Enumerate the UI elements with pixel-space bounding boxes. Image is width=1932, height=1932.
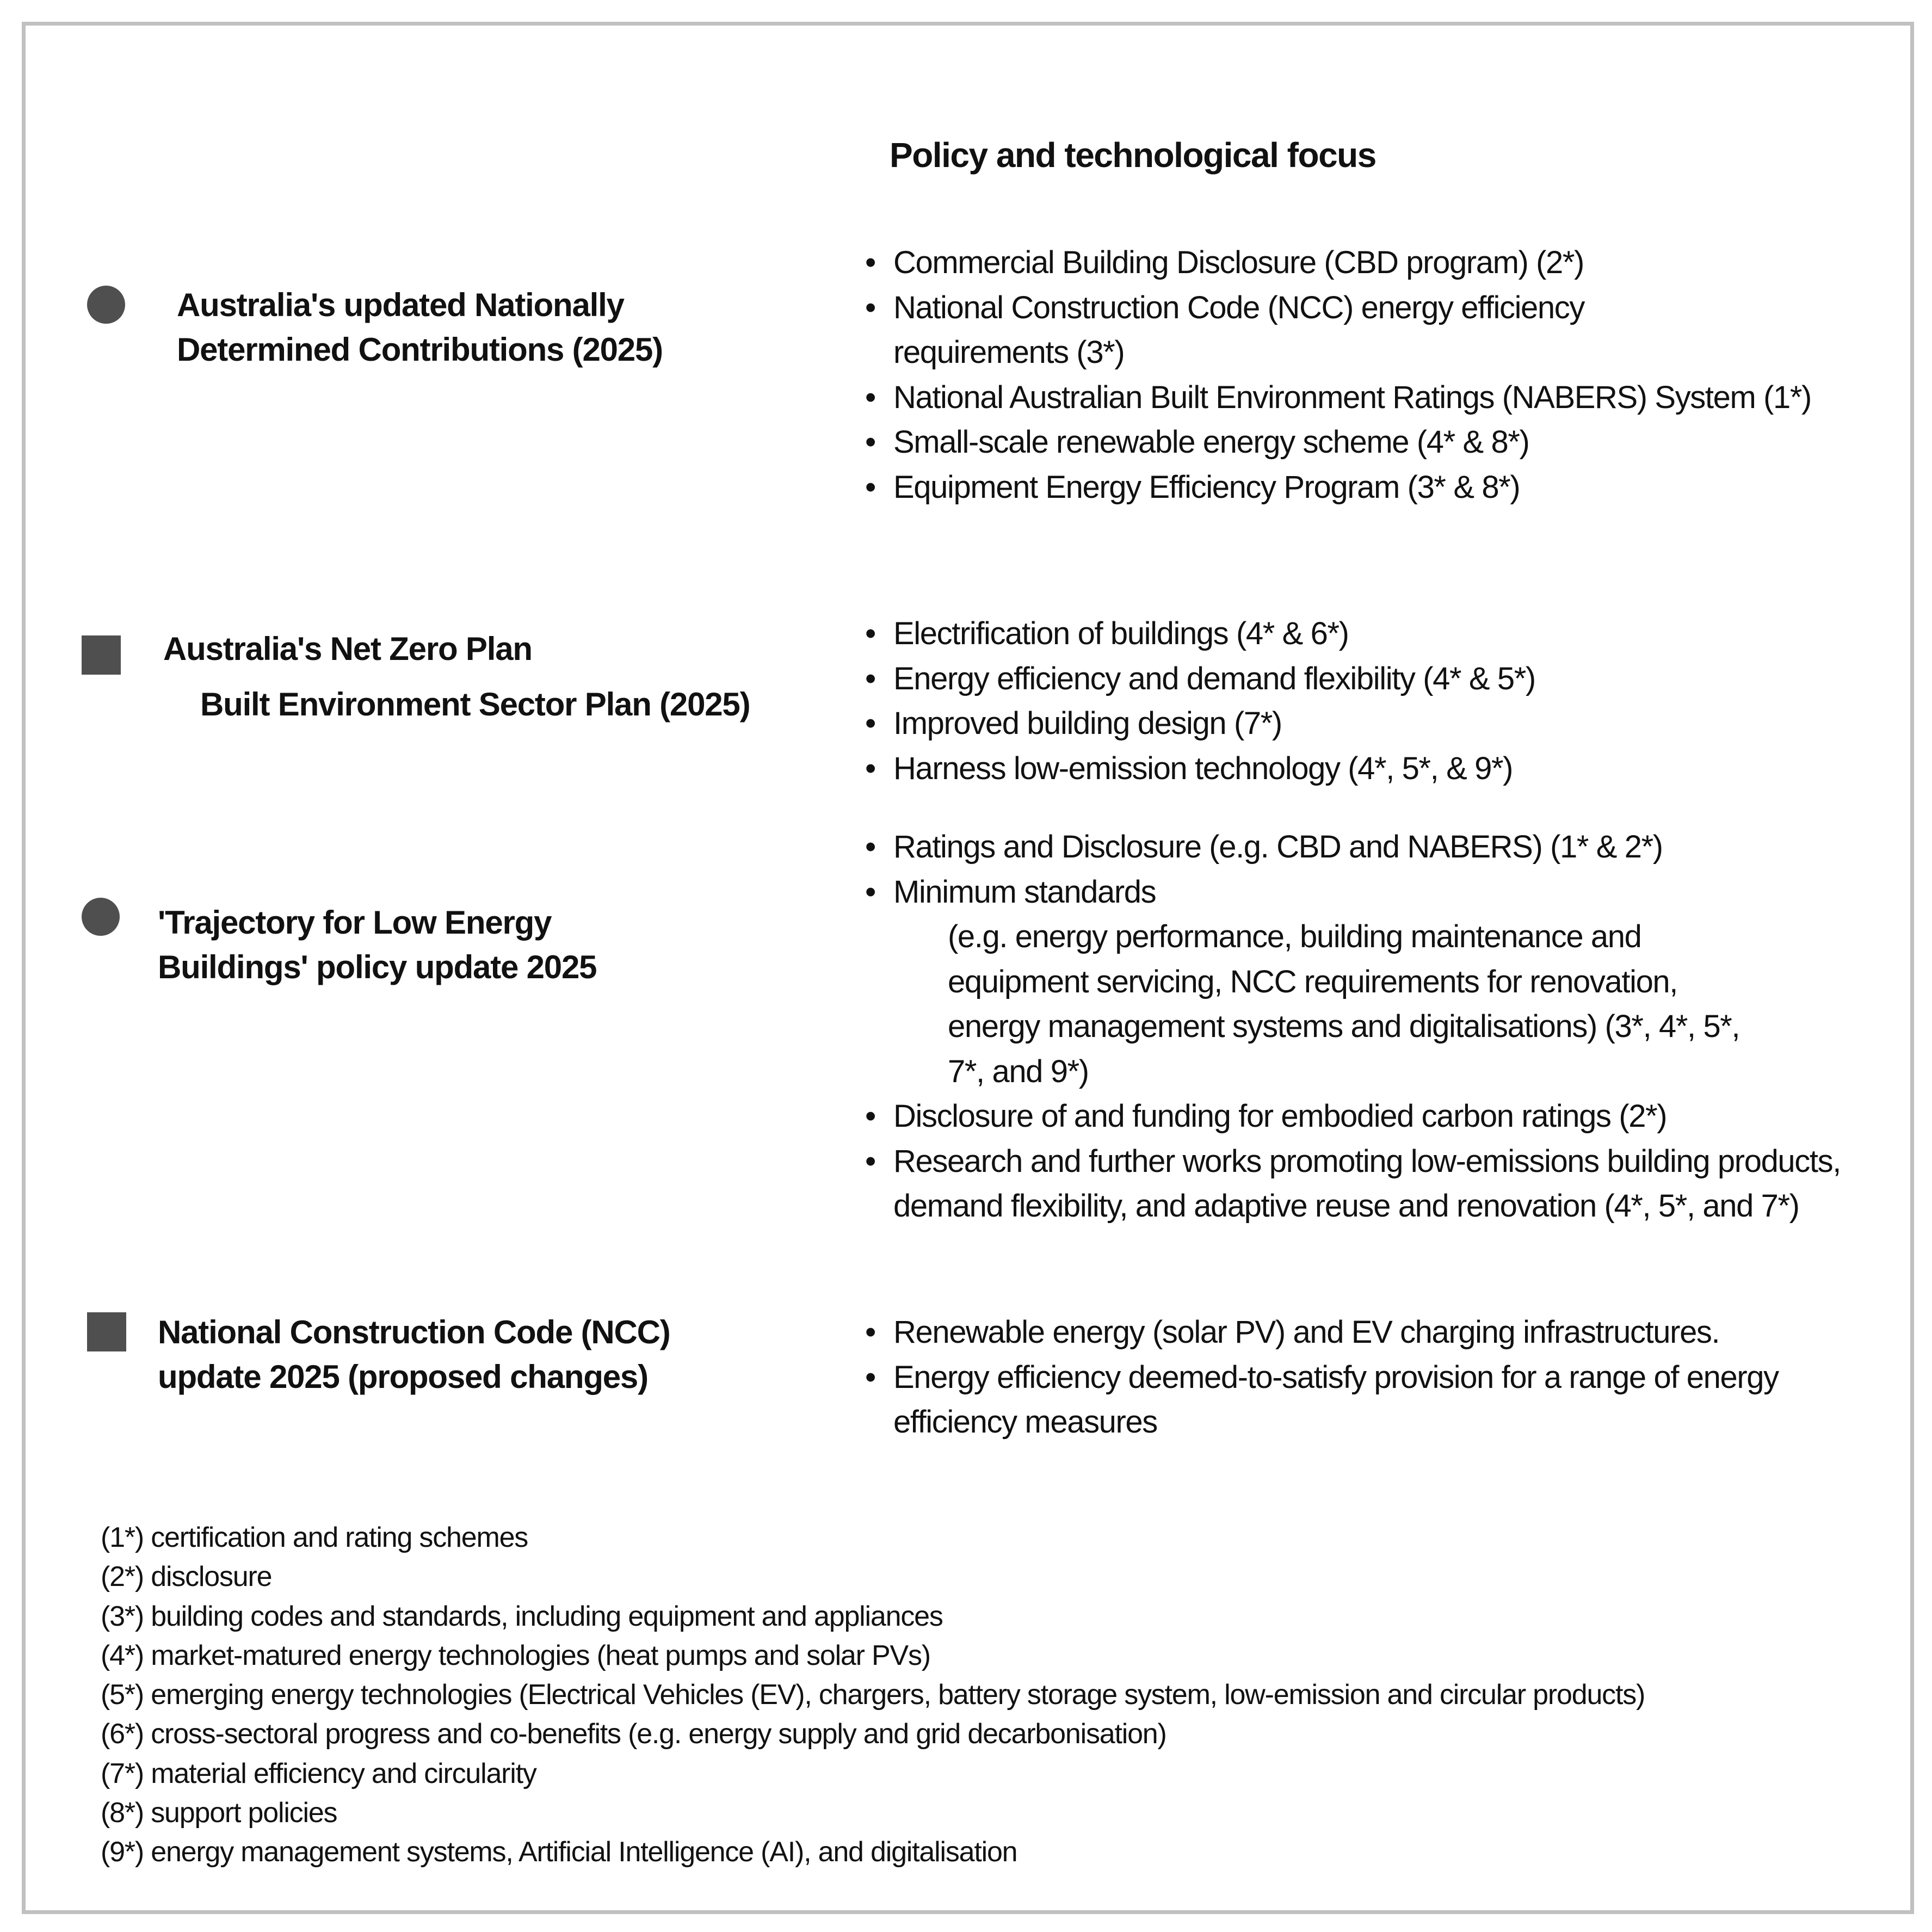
bullet-icon: •	[865, 245, 875, 280]
section-heading-net-zero	[163, 627, 750, 727]
list-item: • Harness low-emission technology (4*, 5*, & 9*)	[861, 746, 1856, 792]
bullet-icon: •	[865, 379, 875, 415]
footnote: (6*) cross-sectoral progress and co-benefits (e.g. energy supply and grid decarbonisation)	[101, 1718, 1166, 1750]
heading-line: National Construction Code (NCC)	[158, 1314, 670, 1350]
bullet-icon: •	[865, 750, 875, 786]
bullet-icon: •	[865, 661, 875, 696]
square-marker-icon	[87, 1312, 126, 1351]
section-items-net-zero	[861, 612, 1856, 791]
page-title: Policy and technological focus	[890, 135, 1376, 175]
list-item: • Renewable energy (solar PV) and EV charging infrastructures.	[861, 1310, 1856, 1355]
footnote: (1*) certification and rating schemes	[101, 1522, 528, 1553]
list-item: • Electrification of buildings (4* & 6*)	[861, 612, 1856, 657]
minimum-standards-detail: (e.g. energy performance, building maintenance and equipment servicing, NCC requirements for renovation, energy management systems and digitalisations) (3*, 4*, 5*, 7*, and 9*)	[948, 919, 1740, 1089]
heading-line: Australia's updated Nationally	[177, 287, 624, 323]
list-item: • Research and further works promoting low-emissions building products, demand flexibility, and adaptive reuse and renovation (4*, 5*, and 7*)	[861, 1139, 1856, 1229]
bullet-icon: •	[865, 289, 875, 325]
bullet-icon: •	[865, 424, 875, 460]
bullet-icon: •	[865, 1143, 875, 1179]
square-marker-icon	[82, 635, 121, 675]
bullet-icon: •	[865, 706, 875, 741]
list-item: • Improved building design (7*)	[861, 701, 1856, 746]
footnote: (9*) energy management systems, Artificial Intelligence (AI), and digitalisation	[101, 1836, 1017, 1868]
section-items-trajectory	[861, 825, 1856, 1229]
section-heading-ndc	[177, 283, 663, 372]
bullet-icon: •	[865, 829, 875, 865]
footnote: (4*) market-matured energy technologies (heat pumps and solar PVs)	[101, 1639, 930, 1671]
section-items-ndc	[861, 240, 1856, 510]
bullet-icon: •	[865, 616, 875, 651]
circle-marker-icon	[87, 286, 125, 324]
heading-line: Buildings' policy update 2025	[158, 949, 597, 985]
list-item: • Ratings and Disclosure (e.g. CBD and NABERS) (1* & 2*)	[861, 825, 1856, 870]
list-item: • Energy efficiency deemed-to-satisfy provision for a range of energy efficiency measures	[861, 1355, 1873, 1445]
heading-line: Determined Contributions (2025)	[177, 331, 663, 368]
list-item: • National Australian Built Environment Ratings (NABERS) System (1*)	[861, 375, 1818, 421]
footnote: (2*) disclosure	[101, 1561, 272, 1593]
footnote: (7*) material efficiency and circularity	[101, 1757, 536, 1789]
list-item: • Equipment Energy Efficiency Program (3* & 8*)	[861, 465, 1856, 510]
footnote: (3*) building codes and standards, including equipment and appliances	[101, 1600, 943, 1632]
list-item: • Minimum standards (e.g. energy performance, building maintenance and equipment servicing, NCC requirements for renovation, energy management systems and digitalisations) (3*, 4*, 5*, 7*, and 9*)	[861, 870, 1764, 1095]
bullet-icon: •	[865, 1359, 875, 1395]
section-items-ncc	[861, 1310, 1856, 1445]
heading-line: update 2025 (proposed changes)	[158, 1359, 648, 1395]
list-item: • Energy efficiency and demand flexibility (4* & 5*)	[861, 657, 1856, 702]
footnote: (5*) emerging energy technologies (Electrical Vehicles (EV), chargers, battery storage system, low-emission and circular products)	[101, 1679, 1645, 1711]
list-item: • National Construction Code (NCC) energy efficiency requirements (3*)	[861, 286, 1720, 375]
list-item: • Commercial Building Disclosure (CBD program) (2*)	[861, 240, 1856, 286]
list-item: • Disclosure of and funding for embodied carbon ratings (2*)	[861, 1094, 1856, 1139]
bullet-icon: •	[865, 469, 875, 505]
footnote: (8*) support policies	[101, 1797, 337, 1829]
circle-marker-icon	[82, 898, 120, 936]
bullet-icon: •	[865, 874, 875, 910]
bullet-icon: •	[865, 1314, 875, 1350]
heading-line: 'Trajectory for Low Energy	[158, 904, 552, 941]
section-heading-ncc	[158, 1310, 670, 1399]
list-item: • Small-scale renewable energy scheme (4* & 8*)	[861, 420, 1856, 465]
heading-line: Built Environment Sector Plan (2025)	[200, 686, 750, 723]
bullet-icon: •	[865, 1098, 875, 1134]
heading-line: Australia's Net Zero Plan	[163, 631, 532, 667]
footnotes	[101, 1518, 1645, 1872]
section-heading-trajectory	[158, 900, 596, 990]
